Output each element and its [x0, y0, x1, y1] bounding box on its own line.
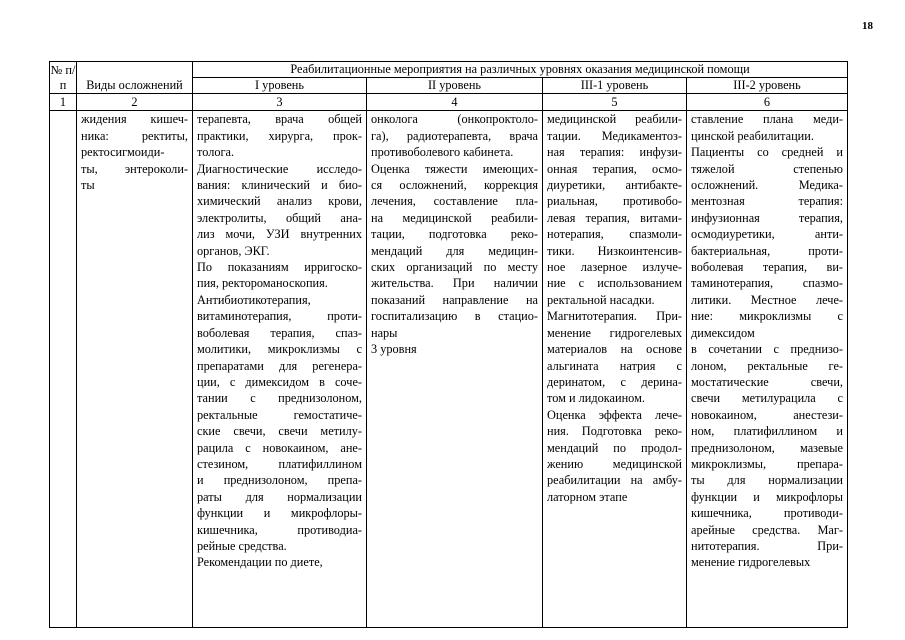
cell-line: препаратами для регенера- [197, 358, 362, 373]
cell-line: воболевая терапия, спаз- [197, 325, 362, 340]
cell-line: молитики, микроклизмы с [197, 342, 362, 357]
cell-line: ном, платифиллином и [691, 424, 843, 439]
cell-line: димексидом [691, 325, 755, 340]
cell-line: в сочетании с преднизо- [691, 342, 843, 357]
cell-line: литики. Местное лече- [691, 292, 843, 307]
cell-line: тики. Низкоинтенсив- [547, 243, 682, 258]
cell-line: практики, хирурга, прок- [197, 128, 362, 143]
cell-line: кишечника, противоди- [691, 506, 843, 521]
cell-line: ная терапия: инфузи- [547, 145, 682, 160]
cell-line: ты, энтероколи- [81, 161, 188, 176]
cell-line: жидения кишеч- [81, 112, 188, 127]
page-number: 18 [862, 20, 873, 32]
cell-line: противоболевого кабинета. [371, 145, 514, 160]
cell-line: диуретики, антибакте- [547, 178, 682, 193]
cell-line: ректосигмоиди- [81, 145, 165, 160]
cell-line: электролиты, общий ана- [197, 210, 362, 225]
cell-line: химический анализ крови, [197, 194, 362, 209]
cell-line: Рекомендации по диете, [197, 555, 323, 570]
level-3-1-cell [543, 111, 687, 628]
cell-line: менение гидрогелевых [691, 555, 811, 570]
cell-line: 3 уровня [371, 342, 417, 357]
cell-line: микроклизмы, препара- [691, 456, 843, 471]
header-level-3-2: III-2 уровень [687, 78, 848, 94]
cell-line: ты [81, 178, 95, 193]
cell-line: на медицинской реабили- [371, 210, 538, 225]
cell-line: онколога (онкопроктоло- [371, 112, 538, 127]
cell-line: мостатические свечи, [691, 374, 843, 389]
cell-line: госпитализацию в стацио- [371, 309, 538, 324]
cell-line: медицинской реабили- [547, 112, 682, 127]
rehabilitation-table [49, 61, 848, 628]
cell-line: витаминотерапия, проти- [197, 309, 362, 324]
cell-line: арейные средства. Маг- [691, 522, 843, 537]
cell-line: инфузионная терапия, [691, 210, 843, 225]
cell-line: ное лазерное излуче- [547, 260, 682, 275]
cell-line: Магнитотерапия. При- [547, 309, 682, 324]
cell-line: ты для нормализации [691, 473, 843, 488]
column-number: 2 [77, 94, 193, 111]
cell-line: рацила с новокаином, ане- [197, 440, 362, 455]
cell-line: ние: микроклизмы с [691, 309, 843, 324]
header-num-col: № п/п [50, 62, 76, 92]
cell-line: таминотерапия, спазмо- [691, 276, 843, 291]
level-2-cell [367, 111, 543, 628]
cell-line: функции и микрофлоры [691, 489, 843, 504]
row-num-cell [50, 111, 77, 628]
cell-line: онная терапия, осмо- [547, 161, 682, 176]
cell-line: пия, ректороманоскопия. [197, 276, 328, 291]
cell-line: функции и микрофлоры- [197, 506, 362, 521]
cell-line: рейные средства. [197, 538, 287, 553]
cell-line: новокаином, анестези- [691, 407, 843, 422]
cell-line: ника: ректиты, [81, 128, 188, 143]
cell-line: раты для нормализации [197, 489, 362, 504]
cell-line: ние с использованием [547, 276, 682, 291]
cell-line: мендаций для медицин- [371, 243, 538, 258]
column-number: 5 [543, 94, 687, 111]
cell-line: толога. [197, 145, 235, 160]
cell-line: тации, подготовка реко- [371, 227, 538, 242]
cell-line: преднизолоном, мазевые [691, 440, 843, 455]
cell-line: менение гидрогелевых [547, 325, 682, 340]
column-number: 1 [50, 94, 77, 111]
cell-line: вания: клинический и био- [197, 178, 362, 193]
cell-line: Оценка эффекта лече- [547, 407, 682, 422]
level-3-2-cell [687, 111, 848, 628]
cell-line: тяжелой степенью [691, 161, 843, 176]
cell-line: жительства. При наличии [371, 276, 538, 291]
cell-line: нары [371, 325, 398, 340]
cell-line: ставление плана меди- [691, 112, 843, 127]
column-number: 6 [687, 94, 848, 111]
cell-line: показаний направление на [371, 292, 538, 307]
cell-line: риальная, противобо- [547, 194, 682, 209]
cell-line: жению медицинской [547, 456, 682, 471]
cell-line: и преднизолоном, препа- [197, 473, 362, 488]
cell-line: цинской реабилитации. [691, 128, 814, 143]
cell-line: том и лидокаином. [547, 391, 645, 406]
cell-line: лечения, составление пла- [371, 194, 538, 209]
cell-line: га), радиотерапевта, врача [371, 128, 538, 143]
cell-line: бактериальная, проти- [691, 243, 843, 258]
cell-line: свечи метилурацила с [691, 391, 843, 406]
cell-line: воболевая терапия, ви- [691, 260, 843, 275]
cell-line: органов, ЭКГ. [197, 243, 270, 258]
cell-line: материалов на основе [547, 342, 682, 357]
cell-line: нотерапия, спазмоли- [547, 227, 682, 242]
header-level-2: II уровень [367, 78, 543, 94]
column-number: 4 [367, 94, 543, 111]
cell-line: ции, с димексидом в соче- [197, 374, 362, 389]
cell-line: осмодиуретики, анти- [691, 227, 843, 242]
cell-line: терапевта, врача общей [197, 112, 362, 127]
cell-line: ские свечи, свечи метилу- [197, 424, 362, 439]
cell-line: лиз мочи, УЗИ внутренних [197, 227, 362, 242]
cell-line: ментозная терапия: [691, 194, 843, 209]
cell-line: альгината натрия с [547, 358, 682, 373]
cell-line: реабилитации на амбу- [547, 473, 682, 488]
cell-line: левая терапия, витами- [547, 210, 682, 225]
cell-line: ния. Подготовка реко- [547, 424, 682, 439]
cell-line: кишечника, противодиа- [197, 522, 362, 537]
cell-line: По показаниям ирригоско- [197, 260, 362, 275]
cell-line: ских организаций по месту [371, 260, 538, 275]
cell-line: стезином, платифиллином [197, 456, 362, 471]
cell-line: Антибиотикотерапия, [197, 292, 311, 307]
cell-line: деринатом, с дерина- [547, 374, 682, 389]
cell-line: лоном, ректальные ге- [691, 358, 843, 373]
cell-line: Диагностические исследо- [197, 161, 362, 176]
header-level-3-1: III-1 уровень [543, 78, 687, 94]
cell-line: Пациенты со средней и [691, 145, 843, 160]
complications-cell [77, 111, 193, 628]
column-number: 3 [193, 94, 367, 111]
cell-line: латорном этапе [547, 489, 628, 504]
cell-line: тации. Медикаментоз- [547, 128, 682, 143]
cell-line: ся осложнений, коррекция [371, 178, 538, 193]
level-1-cell [193, 111, 367, 628]
cell-line: ректальной насадки. [547, 292, 655, 307]
cell-line: тании с преднизолоном, [197, 391, 362, 406]
cell-line: нитотерапия. При- [691, 538, 843, 553]
cell-line: ректальные гемостатиче- [197, 407, 362, 422]
header-level-1: I уровень [193, 78, 367, 94]
header-group-title: Реабилитационные мероприятия на различных уровнях оказания медицинской помощи [193, 62, 848, 78]
cell-line: осложнений. Медика- [691, 178, 843, 193]
cell-line: мендаций по продол- [547, 440, 682, 455]
header-types-col: Виды осложнений [77, 62, 193, 94]
cell-line: Оценка тяжести имеющих- [371, 161, 538, 176]
